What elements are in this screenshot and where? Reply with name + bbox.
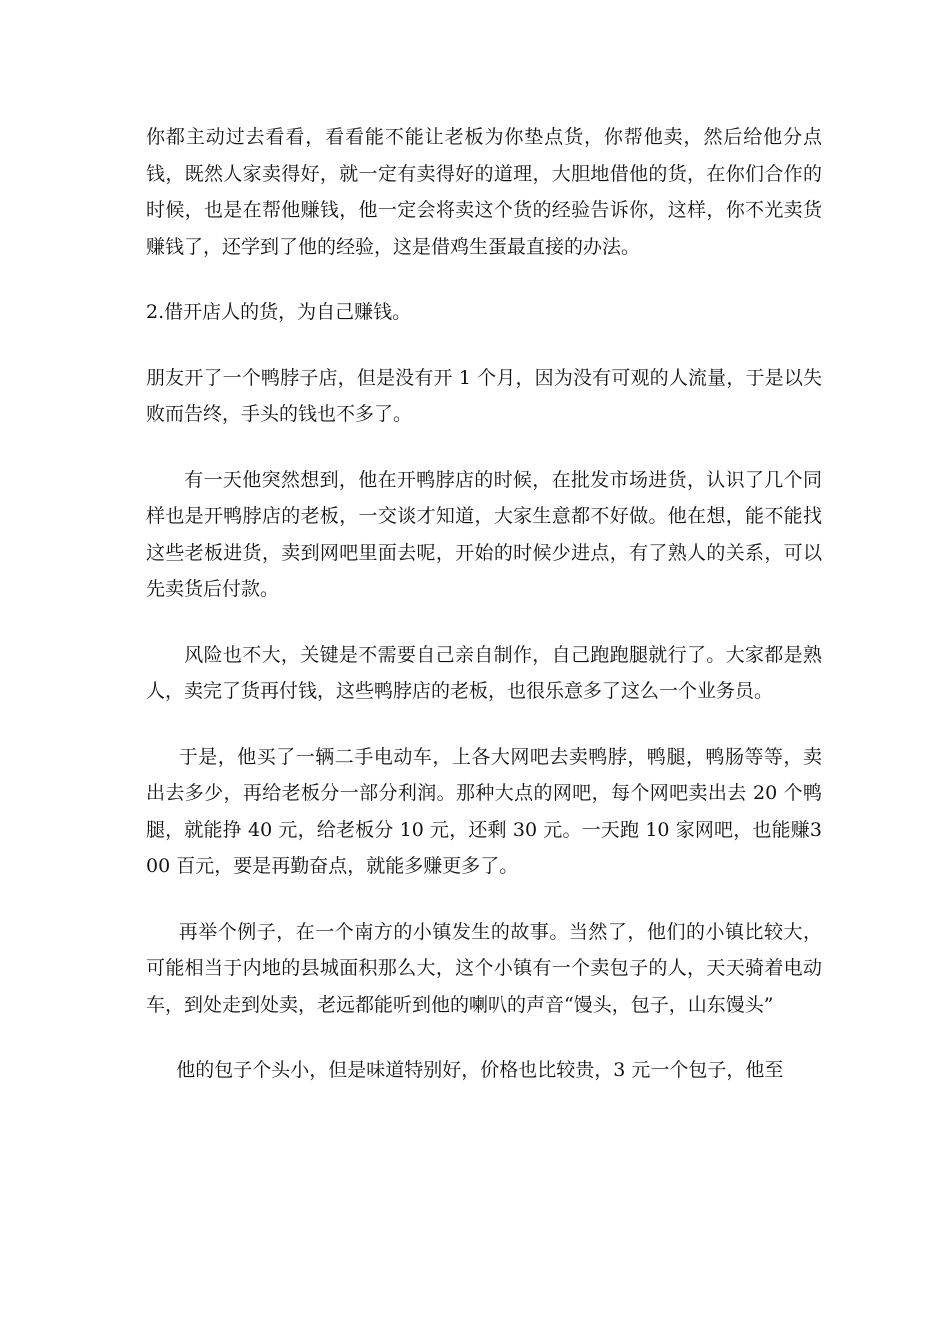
paragraph-1: 你都主动过去看看，看看能不能让老板为你垫点货，你帮他卖，然后给他分点钱，既然人家卖得好，就一定有卖得好的道理，大胆地借他的货，在你们合作的时候，也是在帮他赚钱，他一定会将卖这个货的经验告诉你，这样，你不光卖货赚钱了，还学到了他的经验，这是借鸡生蛋最直接的办法。 [146, 126, 822, 258]
paragraph-7: 他的包子个头小，但是味道特别好，价格也比较贵，3 元一个包子，他至 [146, 1059, 784, 1081]
paragraph-5: 于是，他买了一辆二手电动车，上各大网吧去卖鸭脖，鸭腿，鸭肠等等，卖出去多少，再给老板分一部分利润。那种大点的网吧，每个网吧卖出去 20 个鸭腿，就能挣 40 元，给老板分 10 元，还剩 30 元。一天跑 10 家网吧，也能赚300 百元，要是再勤奋点，就能多赚更多了。 [146, 745, 822, 877]
body-text [146, 119, 822, 1118]
paragraph-6: 再举个例子，在一个南方的小镇发生的故事。当然了，他们的小镇比较大，可能相当于内地的县城面积那么大，这个小镇有一个卖包子的人，天天骑着电动车，到处走到处卖，老远都能听到他的喇叭的声音“馒头，包子，山东馒头” [146, 920, 822, 1016]
section-heading: 2.借开店人的货，为自己赚钱。 [146, 301, 412, 323]
paragraph-2: 朋友开了一个鸭脖子店，但是没有开 1 个月，因为没有可观的人流量，于是以失败而告终，手头的钱也不多了。 [146, 366, 822, 425]
paragraph-4: 风险也不大，关键是不需要自己亲自制作，自己跑跑腿就行了。大家都是熟人，卖完了货再付钱，这些鸭脖店的老板，也很乐意多了这么一个业务员。 [146, 643, 822, 702]
paragraph-3: 有一天他突然想到，他在开鸭脖店的时候，在批发市场进货，认识了几个同样也是开鸭脖店的老板，一交谈才知道，大家生意都不好做。他在想，能不能找这些老板进货，卖到网吧里面去呢，开始的时候少进点，有了熟人的关系，可以先卖货后付款。 [146, 468, 822, 600]
